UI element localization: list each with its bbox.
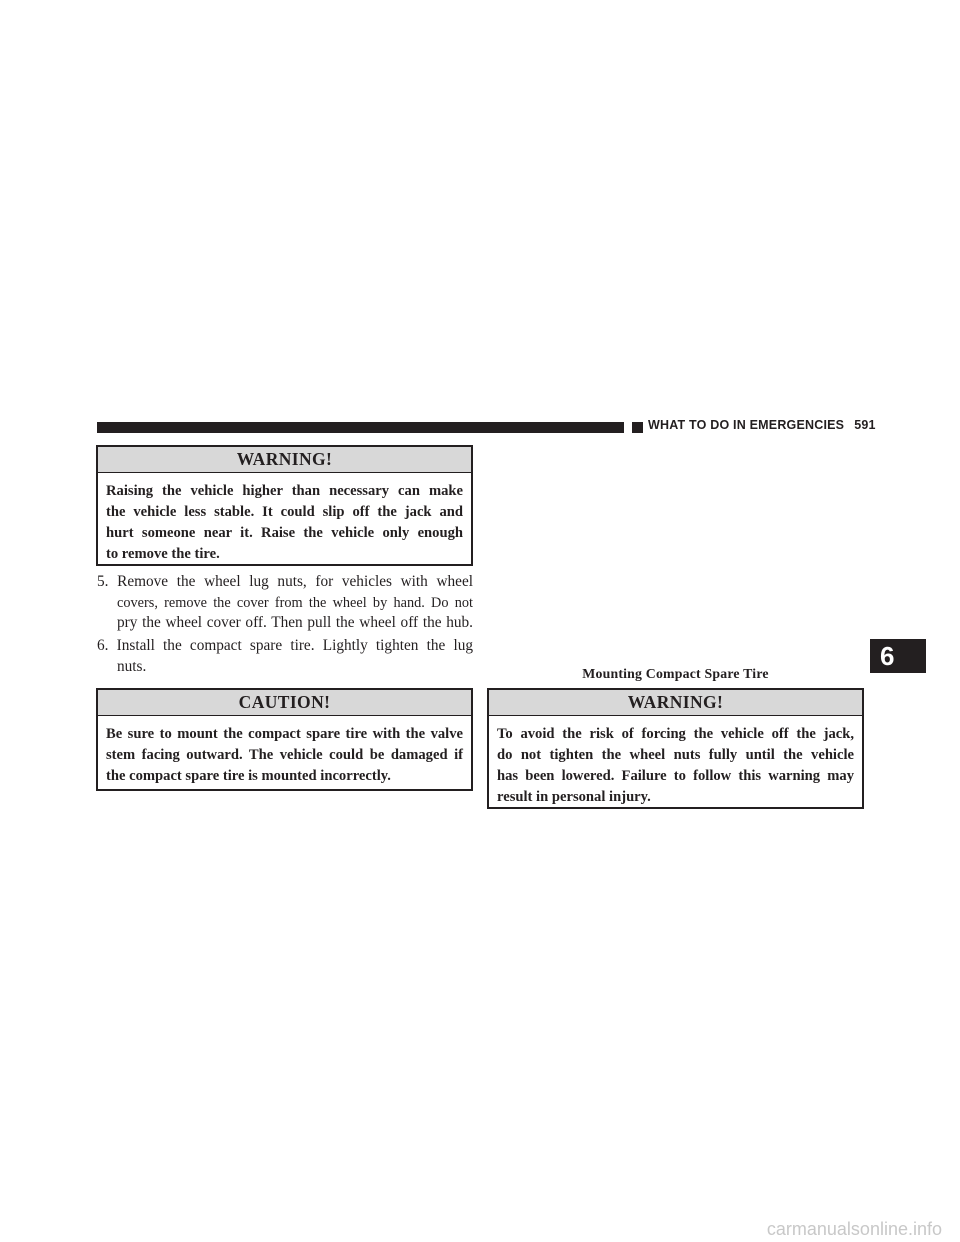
step-line: nuts. xyxy=(117,657,147,675)
warning-line: hurt someone near it. Raise the vehicle only enough xyxy=(106,525,463,541)
step-5 xyxy=(97,572,473,634)
page-number: 591 xyxy=(854,418,876,432)
warning-line: Raising the vehicle higher than necessary can make xyxy=(106,483,463,499)
warning-text xyxy=(489,716,862,814)
step-line: covers, remove the cover from the wheel by hand. Do not xyxy=(117,594,473,611)
section-title: WHAT TO DO IN EMERGENCIES xyxy=(648,418,845,432)
caution-line: the compact spare tire is mounted incorrectly. xyxy=(106,768,391,784)
warning-text xyxy=(98,473,471,571)
step-line: pry the wheel cover off. Then pull the wheel off the hub. xyxy=(117,614,473,631)
warning-line: To avoid the risk of forcing the vehicle off the jack, xyxy=(497,726,854,742)
warning-title: WARNING! xyxy=(98,447,471,473)
step-line: 6. Install the compact spare tire. Lightly tighten the lug xyxy=(97,637,473,654)
header-marker xyxy=(632,422,643,433)
running-header xyxy=(648,418,876,432)
footer-watermark: carmanualsonline.info xyxy=(766,1219,942,1239)
caution-title: CAUTION! xyxy=(98,690,471,716)
figure-caption: Mounting Compact Spare Tire xyxy=(582,666,769,681)
caution-text xyxy=(98,716,471,793)
warning-box-top xyxy=(96,445,473,566)
caution-box xyxy=(96,688,473,791)
warning-title: WARNING! xyxy=(489,690,862,716)
warning-box-bottom xyxy=(487,688,864,809)
warning-line: the vehicle less stable. It could slip off the jack and xyxy=(106,504,463,520)
chapter-tab: 6 xyxy=(870,639,926,673)
warning-line: to remove the tire. xyxy=(106,546,220,562)
caution-line: Be sure to mount the compact spare tire with the valve xyxy=(106,726,463,742)
header-rule xyxy=(97,422,624,433)
caution-line: stem facing outward. The vehicle could be damaged if xyxy=(106,747,463,763)
warning-line: has been lowered. Failure to follow this warning may xyxy=(497,768,854,784)
warning-line: result in personal injury. xyxy=(497,789,651,805)
warning-line: do not tighten the wheel nuts fully until the vehicle xyxy=(497,747,854,763)
step-line: 5. Remove the wheel lug nuts, for vehicles with wheel xyxy=(97,573,473,590)
step-6 xyxy=(97,636,473,677)
